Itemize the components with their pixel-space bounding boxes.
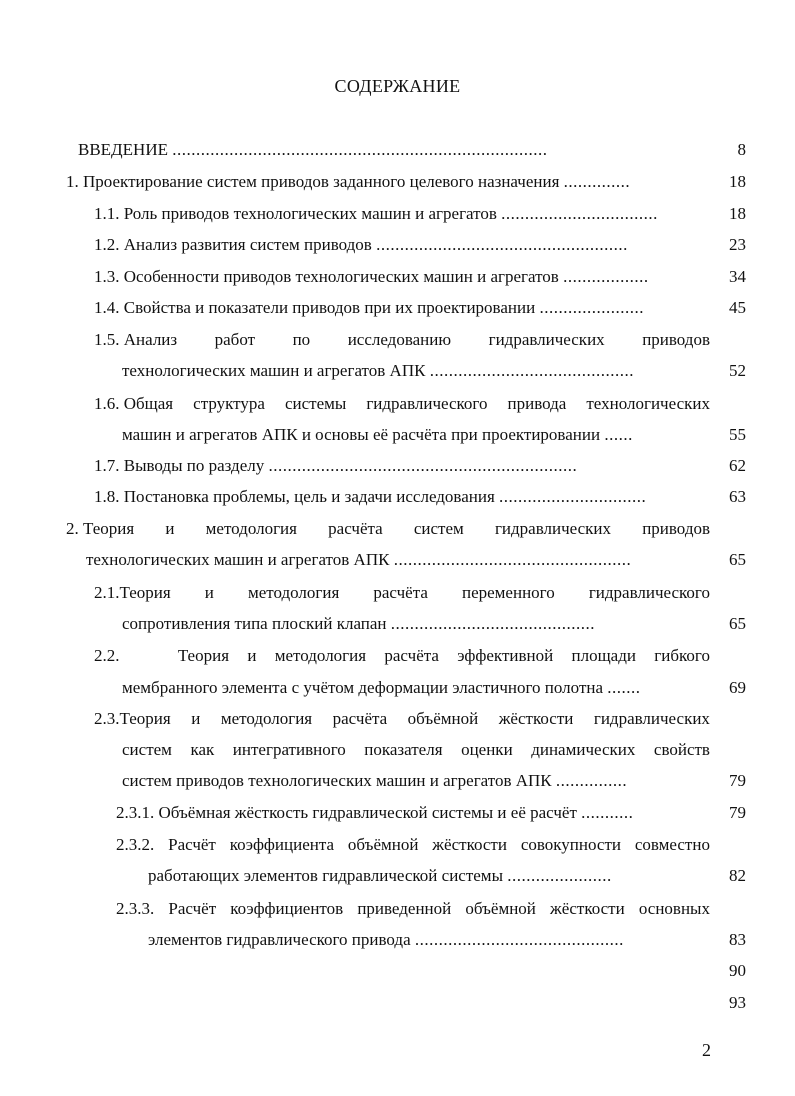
toc-entry-text: ВВЕДЕНИЕ — [78, 140, 168, 159]
toc-word: коэффициентов — [230, 899, 344, 918]
toc-word: приводов — [642, 330, 710, 349]
toc-word: эффективной — [457, 646, 554, 665]
toc-word: 2.3.Теория — [94, 709, 171, 728]
toc-page-number: 83 — [729, 930, 746, 949]
toc-entry-1-1[interactable] — [94, 202, 710, 226]
toc-entry-2-3-line2[interactable] — [122, 738, 710, 762]
toc-entry-text: работающих элементов гидравлической системы — [148, 866, 503, 885]
toc-entry-1-5[interactable] — [94, 328, 710, 352]
toc-entry-text: 1.3. Особенности приводов технологических машин и агрегатов — [94, 267, 559, 286]
toc-word: 2.3.2. — [116, 835, 155, 854]
toc-page-number: 82 — [729, 866, 746, 885]
toc-entry-text: элементов гидравлического привода — [148, 930, 411, 949]
toc-leader-dots: ............... — [555, 771, 628, 790]
toc-word: структура — [193, 394, 265, 413]
toc-word: совокупности — [520, 835, 621, 854]
toc-word: Расчёт — [168, 835, 216, 854]
toc-entry-1-7[interactable] — [94, 454, 710, 478]
toc-entry-text: машин и агрегатов АПК и основы её расчёта при проектировании — [122, 425, 601, 444]
toc-page-number: 18 — [729, 204, 746, 223]
toc-leader-dots: ............................................ — [414, 930, 624, 949]
toc-word: основных — [638, 899, 710, 918]
toc-entry-2-3-3[interactable] — [116, 897, 710, 921]
toc-entry-text: 1.4. Свойства и показатели приводов при их проектировании — [94, 298, 536, 317]
toc-word: системы — [284, 394, 347, 413]
toc-word: 1.6. Общая — [94, 394, 174, 413]
toc-page-number: 45 — [729, 298, 746, 317]
toc-word: и — [204, 583, 214, 602]
toc-leader-dots: ...... — [604, 425, 633, 444]
toc-entry-intro[interactable] — [78, 138, 710, 162]
toc-entry-text: мембранного элемента с учётом деформации эластичного полотна — [122, 678, 604, 697]
toc-page-number: 65 — [729, 550, 746, 569]
toc-page-number: 18 — [729, 172, 746, 191]
toc-word: 2.2. — [94, 646, 120, 665]
toc-word: гидравлических — [488, 330, 605, 349]
toc-entry-2-2[interactable] — [94, 644, 710, 668]
toc-entry-2-3-2-cont[interactable] — [148, 864, 710, 888]
toc-entry-2-2-cont[interactable] — [122, 676, 710, 700]
toc-entry-2-1-cont[interactable] — [122, 612, 710, 636]
toc-word: оценки — [461, 740, 513, 759]
toc-leader-dots: .............. — [563, 172, 631, 191]
toc-word: объёмной — [465, 899, 536, 918]
toc-entry-text: систем приводов технологических машин и агрегатов АПК — [122, 771, 552, 790]
toc-leader-dots: ...................... — [507, 866, 612, 885]
toc-entry-2-3-2[interactable] — [116, 833, 710, 857]
toc-leader-dots: ................................................................. — [268, 456, 578, 475]
toc-word: гидравлических — [494, 519, 612, 538]
toc-entry-1-6[interactable] — [94, 392, 710, 416]
toc-entry-text: 1.1. Роль приводов технологических машин и агрегатов — [94, 204, 497, 223]
page-number: 2 — [702, 1040, 711, 1060]
toc-word: приводов — [642, 519, 710, 538]
toc-word: технологических — [586, 394, 710, 413]
toc-entry-2-3-3-cont[interactable] — [148, 928, 710, 952]
page-title: СОДЕРЖАНИЕ — [334, 76, 461, 96]
toc-word: систем — [413, 519, 464, 538]
toc-word: методология — [274, 646, 367, 665]
toc-word: жёсткости — [498, 709, 574, 728]
toc-word: показателя — [364, 740, 443, 759]
toc-entry-text: 1.7. Выводы по разделу — [94, 456, 265, 475]
toc-word: 2.1.Теория — [94, 583, 171, 602]
toc-word: Расчёт — [168, 899, 217, 918]
toc-word: и — [247, 646, 257, 665]
toc-word: расчёта — [384, 646, 439, 665]
toc-page-number: 62 — [729, 456, 746, 475]
toc-word: и — [165, 519, 175, 538]
toc-word: жёсткости — [432, 835, 507, 854]
toc-word: систем — [122, 740, 172, 759]
toc-word: совместно — [634, 835, 710, 854]
toc-entry-text: технологических машин и агрегатов АПК — [86, 550, 390, 569]
toc-page-number: 93 — [729, 993, 746, 1012]
toc-word: расчёта — [328, 519, 383, 538]
toc-leader-dots: ....... — [607, 678, 641, 697]
toc-word: 1.5. Анализ — [94, 330, 178, 349]
toc-word: площади — [571, 646, 636, 665]
toc-entry-text: сопротивления типа плоский клапан — [122, 614, 387, 633]
toc-leader-dots: ........................................... — [390, 614, 596, 633]
toc-leader-dots: .................................................. — [393, 550, 632, 569]
toc-page-number: 34 — [729, 267, 746, 286]
toc-page-number: 90 — [729, 961, 746, 980]
toc-word: привода — [507, 394, 567, 413]
toc-entry-2-1[interactable] — [94, 581, 710, 605]
toc-entry-1-5-cont[interactable] — [122, 359, 710, 383]
toc-leader-dots: ........................................... — [429, 361, 634, 380]
toc-page-number: 8 — [737, 140, 746, 159]
toc-word: методология — [220, 709, 313, 728]
toc-word: гидравлических — [593, 709, 710, 728]
toc-word: интегративного — [232, 740, 346, 759]
toc-leader-dots: ..................................................... — [376, 235, 628, 254]
toc-word: свойств — [653, 740, 710, 759]
toc-page-number: 23 — [729, 235, 746, 254]
toc-entry-text: 2.3.1. Объёмная жёсткость гидравлической системы и её расчёт — [116, 803, 577, 822]
toc-entry-2-3[interactable] — [94, 707, 710, 731]
toc-entry-text: 1.8. Постановка проблемы, цель и задачи исследования — [94, 487, 495, 506]
toc-page-number: 65 — [729, 614, 746, 633]
toc-word: коэффициента — [229, 835, 335, 854]
toc-word: исследованию — [347, 330, 452, 349]
toc-page-number: 69 — [729, 678, 746, 697]
toc-entry-text: 1.2. Анализ развития систем приводов — [94, 235, 372, 254]
toc-leader-dots: ................................. — [501, 204, 658, 223]
toc-entry-2[interactable] — [66, 517, 710, 541]
toc-word: расчёта — [373, 583, 428, 602]
toc-word: 2. Теория — [66, 519, 135, 538]
toc-page-number: 55 — [729, 425, 746, 444]
toc-word: методология — [205, 519, 297, 538]
toc-word: как — [190, 740, 215, 759]
toc-entry-1-8[interactable] — [94, 485, 710, 509]
toc-entry-text: технологических машин и агрегатов АПК — [122, 361, 426, 380]
toc-page-number: 52 — [729, 361, 746, 380]
toc-entry-1[interactable] — [66, 170, 710, 194]
toc-page-number: 63 — [729, 487, 746, 506]
toc-word: жёсткости — [550, 899, 625, 918]
toc-leader-dots: ...................... — [539, 298, 644, 317]
toc-page-number: 79 — [729, 771, 746, 790]
toc-entry-1-4[interactable] — [94, 296, 710, 320]
toc-word: расчёта — [332, 709, 388, 728]
toc-entry-2-3-4[interactable] — [116, 959, 710, 983]
toc-entry-1-6-cont[interactable] — [122, 423, 710, 447]
toc-entry-2-cont[interactable] — [86, 548, 710, 572]
toc-word: гибкого — [654, 646, 710, 665]
toc-word: объёмной — [407, 709, 479, 728]
toc-word: объёмной — [347, 835, 419, 854]
toc-word: Теория — [177, 646, 230, 665]
toc-word: работ — [214, 330, 256, 349]
toc-page-number: 79 — [729, 803, 746, 822]
toc-leader-dots: ............................... — [499, 487, 647, 506]
toc-entry-1-3[interactable] — [94, 265, 710, 289]
toc-word: гидравлического — [366, 394, 488, 413]
toc-word: по — [292, 330, 311, 349]
toc-word: 2.3.3. — [116, 899, 155, 918]
toc-entry-2-3-5[interactable] — [116, 991, 716, 1015]
toc-entry-1-2[interactable] — [94, 233, 710, 257]
toc-word: методология — [247, 583, 340, 602]
toc-leader-dots: ........... — [581, 803, 634, 822]
toc-leader-dots: .................. — [563, 267, 649, 286]
toc-leader-dots: ............................................................................... — [172, 140, 548, 159]
toc-entry-2-3-cont[interactable] — [122, 769, 710, 793]
toc-entry-text: 1. Проектирование систем приводов заданного целевого назначения — [66, 172, 560, 191]
toc-word: переменного — [461, 583, 555, 602]
toc-word: и — [191, 709, 201, 728]
toc-word: приведенной — [357, 899, 452, 918]
toc-word: гидравлического — [588, 583, 710, 602]
toc-word: динамических — [531, 740, 636, 759]
toc-entry-2-3-1[interactable] — [116, 801, 710, 825]
